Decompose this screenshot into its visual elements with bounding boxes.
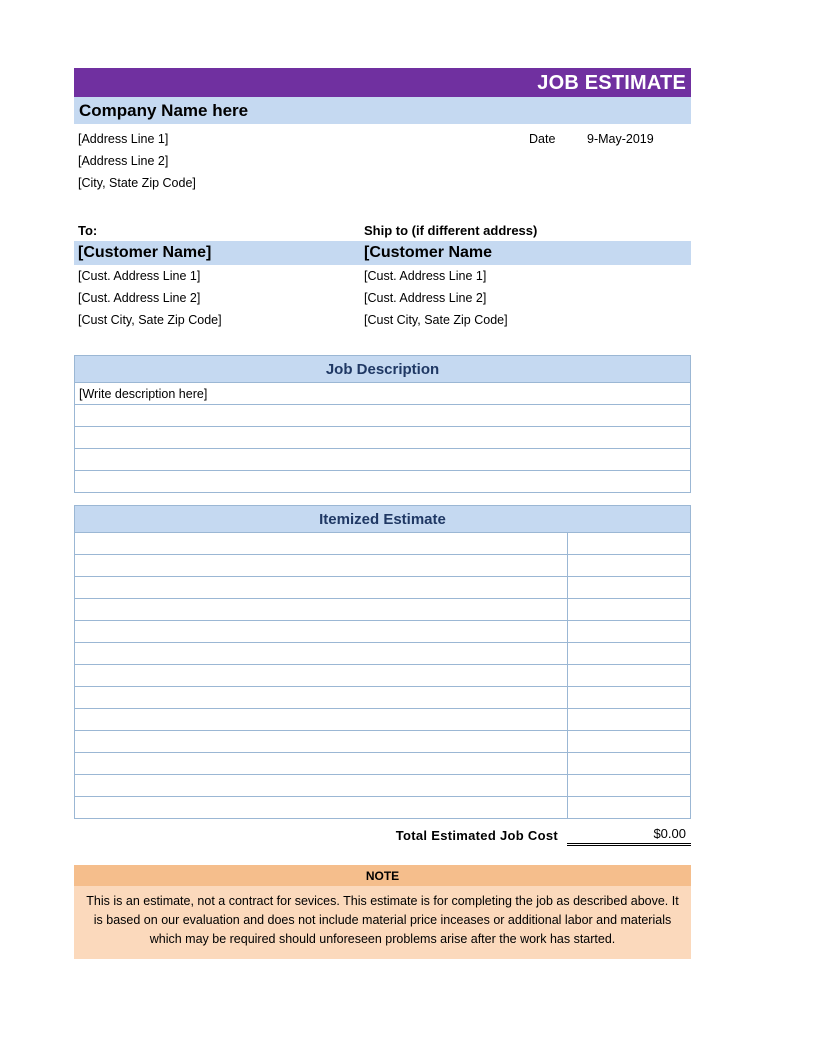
job-estimate-document [74,68,691,959]
table-row [74,577,691,599]
table-row [74,555,691,577]
total-row [74,823,691,847]
item-description-cell[interactable] [75,533,568,554]
parties-address-rows [74,265,691,331]
item-amount-cell[interactable] [568,665,690,686]
item-description-cell[interactable] [75,577,568,598]
company-address-line-3[interactable]: [City, State Zip Code] [78,176,196,190]
company-address-block [74,124,691,194]
table-row [74,643,691,665]
spacer [74,493,691,505]
item-description-cell[interactable] [75,599,568,620]
item-description-cell[interactable] [75,775,568,796]
table-row [74,533,691,555]
table-row [74,599,691,621]
job-description-grid [74,383,691,493]
item-amount-cell[interactable] [568,775,690,796]
item-amount-cell[interactable] [568,599,690,620]
item-description-cell[interactable] [75,687,568,708]
ship-to-address-line-3[interactable]: [Cust City, Sate Zip Code] [364,313,508,327]
table-row [74,621,691,643]
total-value: $0.00 [567,824,691,846]
bill-to-heading: To: [78,222,98,238]
table-row [74,665,691,687]
parties-headings-row [74,219,691,241]
item-amount-cell[interactable] [568,533,690,554]
company-name-band [74,97,691,124]
item-amount-cell[interactable] [568,797,690,818]
company-name[interactable]: Company Name here [79,101,249,120]
job-description-row[interactable] [74,405,691,427]
ship-to-customer-name[interactable]: [Customer Name [364,244,493,261]
item-description-cell[interactable] [75,643,568,664]
parties-address-row [74,265,691,287]
company-address-line-1[interactable]: [Address Line 1] [78,132,169,146]
total-label: Total Estimated Job Cost [395,827,558,843]
date-value[interactable]: 9-May-2019 [587,132,654,146]
company-address-line-2[interactable]: [Address Line 2] [78,154,169,168]
parties-address-row [74,309,691,331]
item-description-cell[interactable] [75,797,568,818]
table-row [74,797,691,819]
note-header: NOTE [74,865,691,886]
bill-to-address-line-1[interactable]: [Cust. Address Line 1] [78,269,201,283]
itemized-estimate-header: Itemized Estimate [74,505,691,533]
parties-address-row [74,287,691,309]
itemized-estimate-grid [74,533,691,819]
job-description-row[interactable] [74,427,691,449]
bill-to-address-line-2[interactable]: [Cust. Address Line 2] [78,291,201,305]
estimate-date-row [529,128,691,150]
table-row [74,709,691,731]
note-section [74,865,691,959]
ship-to-address-line-2[interactable]: [Cust. Address Line 2] [364,291,487,305]
item-description-cell[interactable] [75,621,568,642]
table-row [74,731,691,753]
bill-to-address-line-3[interactable]: [Cust City, Sate Zip Code] [78,313,222,327]
job-description-row[interactable]: [Write description here] [74,383,691,405]
item-description-cell[interactable] [75,753,568,774]
spacer [74,331,691,355]
table-row [74,775,691,797]
bill-to-customer-name[interactable]: [Customer Name] [78,244,212,261]
item-amount-cell[interactable] [568,753,690,774]
parties-name-band [74,241,691,265]
item-description-cell[interactable] [75,709,568,730]
table-row [74,687,691,709]
note-body: This is an estimate, not a contract for sevices. This estimate is for completing the job as described above. It is based on our evaluation and does not include material price inceases or additional labor and materials which may be required should unforeseen problems arise after the work has started. [74,886,691,959]
parties-section [74,219,691,331]
table-row [74,753,691,775]
item-description-cell[interactable] [75,555,568,576]
date-label: Date [529,132,556,146]
item-amount-cell[interactable] [568,731,690,752]
item-amount-cell[interactable] [568,687,690,708]
item-amount-cell[interactable] [568,643,690,664]
item-description-cell[interactable] [75,731,568,752]
ship-to-heading: Ship to (if different address) [364,222,538,238]
item-description-cell[interactable] [75,665,568,686]
job-description-row[interactable] [74,449,691,471]
document-title-bar [74,68,691,97]
job-description-row[interactable] [74,471,691,493]
ship-to-address-line-1[interactable]: [Cust. Address Line 1] [364,269,487,283]
item-amount-cell[interactable] [568,621,690,642]
job-description-header: Job Description [74,355,691,383]
item-amount-cell[interactable] [568,555,690,576]
item-amount-cell[interactable] [568,577,690,598]
document-title: JOB ESTIMATE [537,71,686,94]
item-amount-cell[interactable] [568,709,690,730]
